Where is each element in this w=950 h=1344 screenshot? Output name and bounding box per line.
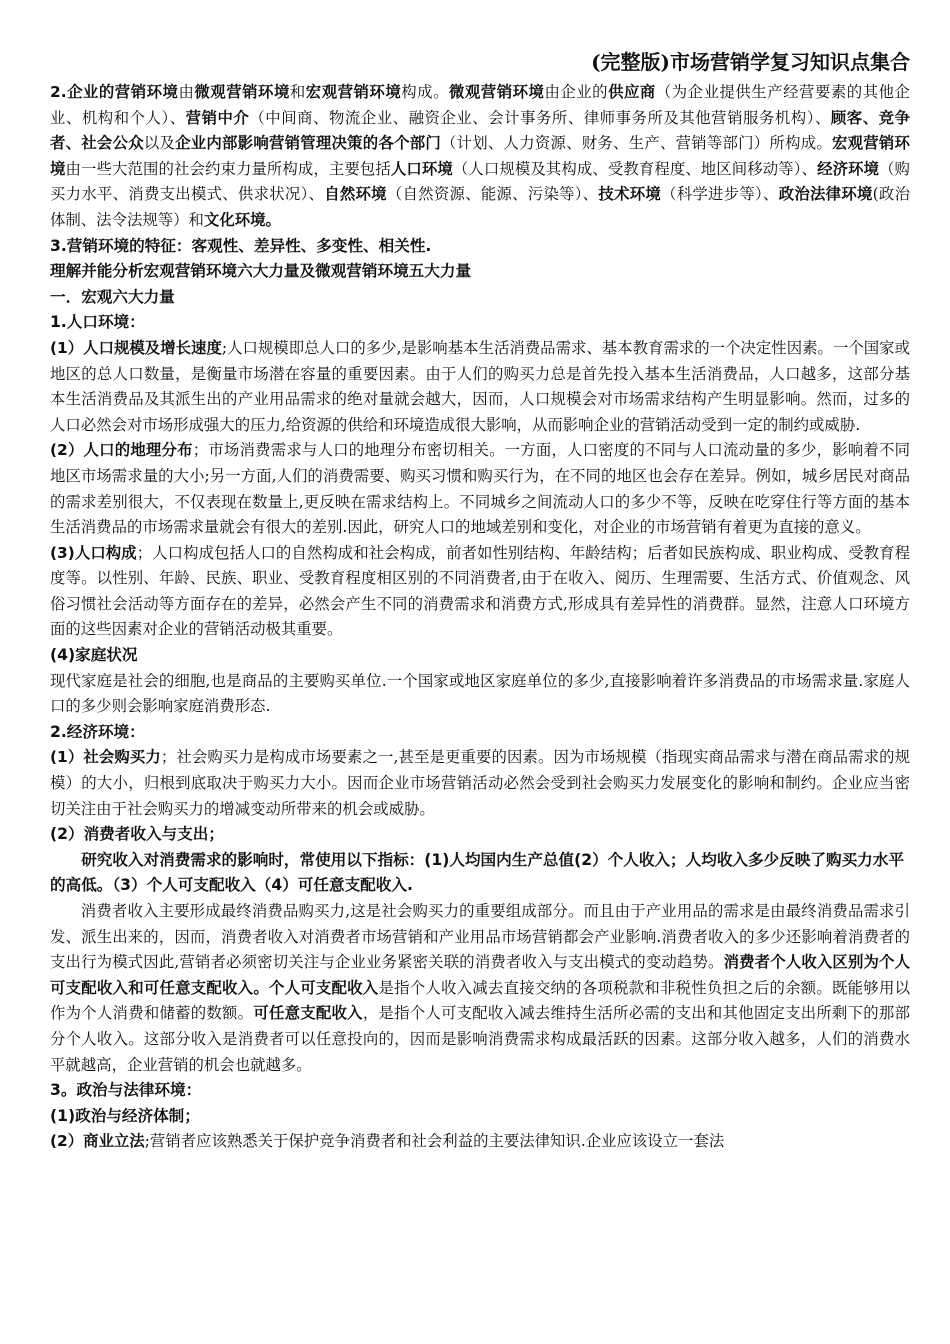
bold-term: (2）人口的地理分布 — [50, 441, 193, 460]
text-run: ，是指个人可支配收入减去维持生活所必需的支出和其他固定支出所剩下的那部分个人收入。这部分收入是消费者可以任意投向的，因而是影响消费需求构成最活跃的因素。这部分收入越多，人们的消费水平就越高，企业营销的机会也就越多。 — [50, 1004, 910, 1074]
body-paragraph — [50, 541, 910, 643]
text-run: ；社会购买力是构成市场要素之一,甚至是更重要的因素。因为市场规模（指现实商品需求与潜在商品需求的规模）的大小，归根到底取决于购买力大小。因而企业市场营销活动必然会受到社会购买力发展变化的影响和制约。企业应当密切关注由于社会购买力的增减变动所带来的机会或威胁。 — [50, 748, 910, 818]
text-run: 一．宏观六大力量 — [50, 287, 175, 306]
section-heading — [50, 1104, 910, 1130]
document-title: (完整版)市场营销学复习知识点集合 — [591, 50, 910, 74]
text-run: （人口规模及其构成、受教育程度、地区间移动等）、 — [452, 159, 818, 178]
text-run: 和 — [289, 83, 306, 101]
text-run: 由一些大范围的社会约束力量所构成，主要包括 — [65, 159, 391, 178]
bold-term: 可任意支配收入 — [253, 1004, 363, 1023]
document-body — [50, 80, 910, 1155]
text-run: 3.营销环境的特征：客观性、差异性、多变性、相关性. — [50, 236, 432, 255]
text-run: 构成。 — [401, 83, 449, 101]
text-run: (1)政治与经济体制； — [50, 1106, 200, 1125]
section-heading — [50, 259, 910, 285]
bold-term: 顾客、竞争者、社会公众 — [50, 108, 910, 153]
body-paragraph — [50, 80, 910, 234]
section-heading — [50, 848, 910, 899]
text-run: （计划、人力资源、财务、生产、营销等部门）所构成。 — [441, 134, 832, 153]
text-run: （自然资源、能源、污染等）、 — [386, 185, 599, 204]
section-heading — [50, 310, 910, 336]
text-run: (政治体制、法令法规等）和 — [50, 185, 910, 229]
bold-term: 技术环境 — [598, 185, 662, 204]
bold-term: (3)人口构成 — [50, 543, 137, 562]
text-run: 消费者收入主要形成最终消费品购买力,这是社会购买力的重要组成部分。而且由于产业用品的需求是由最终消费品需求引发、派生出来的，因而，消费者收入对消费者市场营销和产业用品市场营销都会产业影响.消费者收入的多少还影响着消费者的支出行为模式因此,营销者必须密切关注与企业业务紧密关联的消费者收入与支出模式的变动趋势。 — [50, 902, 910, 972]
text-run: （为企业提供生产经营要素的其他企业、机构和个人）、 — [50, 83, 910, 127]
body-paragraph — [50, 438, 910, 540]
section-heading — [50, 285, 910, 311]
text-run: 2.经济环境： — [50, 722, 145, 741]
text-run: 3。政治与法律环境： — [50, 1081, 202, 1100]
body-paragraph — [50, 336, 910, 438]
text-run: 由企业的 — [544, 83, 609, 101]
text-run: （中间商、物流企业、融资企业、会计事务所、律师事务所及其他营销服务机构）、 — [249, 108, 831, 127]
bold-term: 营销中介 — [185, 108, 250, 127]
bold-term: 2.企业的营销环境 — [50, 83, 179, 101]
bold-term: 企业内部影响营销管理决策的各个部门 — [175, 134, 441, 153]
text-run: 由 — [178, 83, 195, 101]
section-heading — [50, 234, 910, 260]
text-run: 1.人口环境： — [50, 313, 145, 332]
bold-term: (2）商业立法 — [50, 1132, 145, 1151]
section-heading — [50, 1078, 910, 1104]
bold-term: 经济环境 — [817, 159, 880, 178]
body-paragraph — [50, 669, 910, 720]
text-run: (2）消费者收入与支出； — [50, 825, 224, 844]
bold-term: 政治法律环境 — [778, 185, 873, 204]
text-run: （购买力水平、消费支出模式、供求状况）、 — [50, 159, 910, 204]
bold-term: 宏观营销环境 — [50, 134, 910, 178]
bold-term: (1）人口规模及增长速度 — [50, 338, 222, 357]
text-run: ;人口规模即总人口的多少,是影响基本生活消费品需求、基本教育需求的一个决定性因素。一个国家或地区的总人口数量，是衡量市场潜在容量的重要因素。由于人们的购买力总是首先投入基本生活消费品，人口越多，这部分基本生活消费品及其派生出的产业用品需求的绝对量就会越大，因而，人口规模会对市场需求结构产生明显影响。然而，过多的人口必然会对市场形成强大的压力,给资源的供给和环境造成很大影响，从而影响企业的营销活动受到一定的制约或威胁. — [50, 338, 910, 434]
text-run: 现代家庭是社会的细胞,也是商品的主要购买单位.一个国家或地区家庭单位的多少,直接影响着许多消费品的市场需求量.家庭人口的多少则会影响家庭消费形态. — [50, 671, 910, 716]
bold-term: 文化环境。 — [203, 210, 281, 229]
bold-term: 微观营销环境 — [194, 83, 290, 101]
bold-term: 消费者个人收入区别为个人可支配收入和可任意支配收入。个人可支配收入 — [50, 953, 910, 997]
text-run: 研究收入对消费需求的影响时，常使用以下指标：(1)人均国内生产总值(2）个人收入；人均收入多少反映了购买力水平的高低。（3）个人可支配收入（4）可任意支配收入. — [50, 850, 904, 895]
bold-term: 供应商 — [608, 83, 656, 101]
text-run: (4)家庭状况 — [50, 646, 138, 665]
text-run: 理解并能分析宏观营销环境六大力量及微观营销环境五大力量 — [50, 262, 472, 281]
text-run: （科学进步等）、 — [661, 185, 779, 204]
section-heading — [50, 822, 910, 848]
text-run: ;营销者应该熟悉关于保护竞争消费者和社会利益的主要法律知识.企业应该设立一套法 — [144, 1132, 725, 1151]
bold-term: 自然环境 — [324, 185, 387, 204]
section-heading — [50, 643, 910, 669]
body-paragraph — [50, 1129, 910, 1155]
bold-term: 人口环境 — [390, 159, 453, 178]
bold-term: 微观营销环境 — [448, 83, 545, 101]
body-paragraph — [50, 899, 910, 1078]
section-heading — [50, 720, 910, 746]
document-page — [50, 48, 910, 1155]
text-run: ；人口构成包括人口的自然构成和社会构成，前者如性别结构、年龄结构；后者如民族构成、职业构成、受教育程度等。以性别、年龄、民族、职业、受教育程度相区别的不同消费者,由于在收入、阅历、生理需要、生活方式、价值观念、风俗习惯社会活动等方面存在的差异，必然会产生不同的消费需求和消费方式,形成具有差异性的消费群。显然，注意人口环境方面的这些因素对企业的营销活动极其重要。 — [50, 543, 910, 639]
bold-term: 宏观营销环境 — [305, 83, 402, 101]
bold-term: (1）社会购买力 — [50, 748, 161, 767]
text-run: 是指个人收入减去直接交纳的各项税款和非税性负担之后的余额。既能够用以作为个人消费和储蓄的数额。 — [50, 978, 910, 1023]
text-run: ；市场消费需求与人口的地理分布密切相关。一方面，人口密度的不同与人口流动量的多少，影响着不同地区市场需求量的大小;另一方面,人们的消费需要、购买习惯和购买行为，在不同的地区也会存在差异。例如，城乡居民对商品的需求差别很大，不仅表现在数量上,更反映在需求结构上。不同城乡之间流动人口的多少不等，反映在吃穿住行等方面的基本生活消费品的市场需求量就会有很大的差别.因此，研究人口的地域差别和变化，对企业的市场营销有着更为直接的意义。 — [50, 441, 910, 537]
text-run: 以及 — [143, 134, 176, 153]
body-paragraph — [50, 745, 910, 822]
